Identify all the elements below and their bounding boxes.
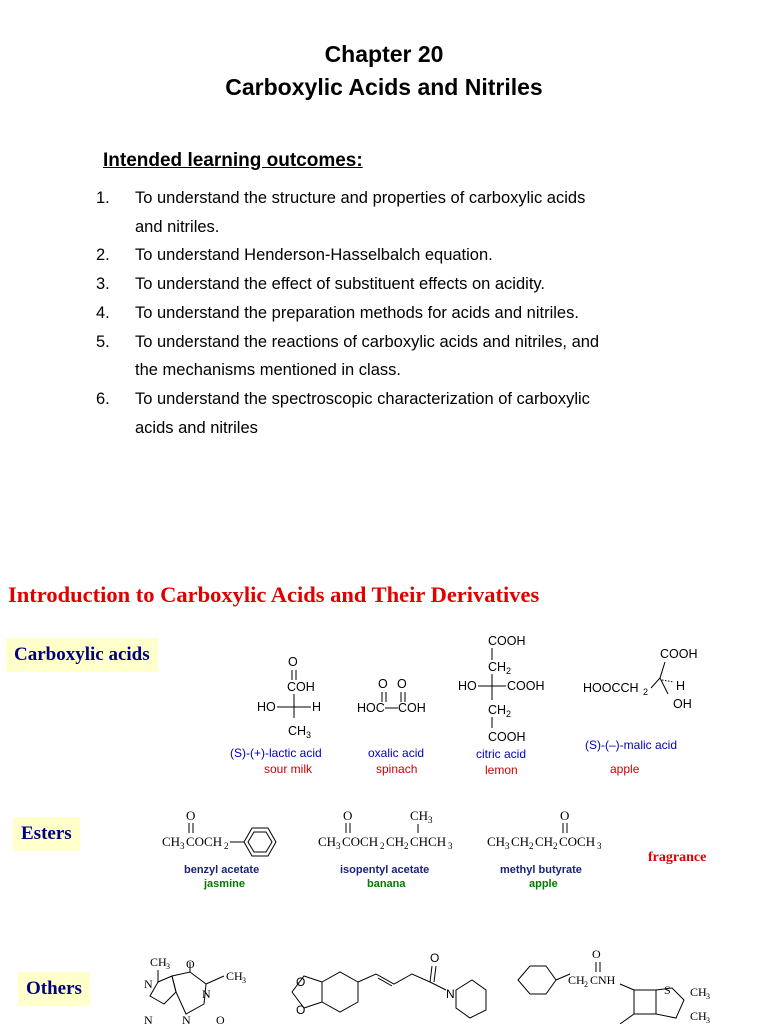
- svg-text:CH: CH: [488, 703, 507, 717]
- svg-text:2: 2: [584, 980, 588, 989]
- svg-text:CH: CH: [488, 660, 507, 674]
- acid-name: oxalic acid: [368, 746, 425, 760]
- svg-text:CH: CH: [150, 955, 167, 969]
- chapter-title: Carboxylic Acids and Nitriles: [225, 74, 543, 100]
- svg-text:2: 2: [529, 841, 534, 851]
- acid-source: sour milk: [264, 762, 313, 776]
- svg-text:O: O: [560, 808, 570, 823]
- acid-source: spinach: [376, 762, 418, 776]
- svg-text:2: 2: [404, 841, 409, 851]
- svg-text:CH: CH: [386, 834, 405, 849]
- outcome-item: 4. To understand the preparation methods for acids and nitriles.: [96, 303, 579, 322]
- svg-text:CH: CH: [487, 834, 506, 849]
- outcome-item: 3. To understand the effect of substituent effects on acidity.: [96, 275, 546, 294]
- svg-text:CH: CH: [162, 834, 181, 849]
- svg-text:3: 3: [597, 841, 602, 851]
- ester-name: benzyl acetate: [184, 864, 260, 876]
- malic-acid-structure: [583, 647, 698, 711]
- svg-text:HOC: HOC: [357, 701, 385, 715]
- svg-text:CH: CH: [288, 724, 307, 738]
- ester-source: banana: [367, 878, 406, 890]
- svg-text:2: 2: [553, 841, 558, 851]
- svg-text:2: 2: [643, 687, 649, 697]
- outcome-item-continuation: the mechanisms mentioned in class.: [135, 361, 401, 380]
- svg-text:OH: OH: [673, 697, 692, 711]
- outcomes-heading: Intended learning outcomes:: [103, 150, 363, 171]
- ester-source: apple: [529, 878, 558, 890]
- svg-text:COOH: COOH: [507, 679, 545, 693]
- isopentyl-acetate-structure: [318, 808, 453, 851]
- acid-name: (S)-(–)-malic acid: [585, 738, 678, 752]
- acid-name: (S)-(+)-lactic acid: [230, 746, 322, 760]
- ester-source: jasmine: [204, 878, 245, 890]
- svg-text:CH: CH: [410, 808, 429, 823]
- svg-text:3: 3: [166, 962, 170, 971]
- svg-text:O: O: [343, 808, 353, 823]
- acid-source: apple: [610, 762, 640, 776]
- svg-text:3: 3: [448, 841, 453, 851]
- ester-name: methyl butyrate: [500, 864, 582, 876]
- outcome-item: 2. To understand Henderson-Hasselbalch equation.: [96, 246, 493, 265]
- svg-text:3: 3: [706, 1016, 710, 1024]
- category-esters: Esters: [13, 817, 80, 851]
- chapter-number: Chapter 20: [324, 41, 444, 67]
- svg-text:COOH: COOH: [488, 634, 526, 648]
- svg-text:COH: COH: [287, 680, 315, 694]
- svg-text:COCH: COCH: [186, 834, 223, 849]
- svg-text:CH: CH: [511, 834, 530, 849]
- category-carboxylic-acids: Carboxylic acids: [6, 638, 158, 672]
- svg-text:O: O: [216, 1013, 225, 1024]
- svg-text:3: 3: [428, 815, 433, 825]
- lactic-acid-structure: [257, 655, 321, 740]
- svg-text:CH: CH: [535, 834, 554, 849]
- svg-text:O: O: [397, 677, 407, 691]
- outcomes-list: [96, 184, 736, 442]
- svg-text:COCH: COCH: [342, 834, 379, 849]
- benzyl-acetate-structure: [162, 808, 276, 856]
- svg-text:COH: COH: [398, 701, 426, 715]
- svg-text:2: 2: [506, 666, 512, 676]
- svg-text:3: 3: [180, 841, 185, 851]
- svg-text:O: O: [186, 957, 195, 971]
- svg-text:S: S: [664, 983, 671, 997]
- svg-text:2: 2: [224, 841, 229, 851]
- svg-text:CH: CH: [226, 969, 243, 983]
- svg-text:2: 2: [506, 709, 512, 719]
- svg-text:O: O: [296, 1003, 306, 1017]
- outcome-item: 1. To understand the structure and properties of carboxylic acids: [96, 189, 586, 207]
- svg-text:HOOCCH: HOOCCH: [583, 681, 639, 695]
- svg-text:2: 2: [380, 841, 385, 851]
- svg-text:O: O: [378, 677, 388, 691]
- acid-name: citric acid: [476, 747, 527, 761]
- svg-text:N: N: [182, 1013, 191, 1024]
- outcome-item-continuation: and nitriles.: [135, 217, 220, 236]
- svg-text:CHCH: CHCH: [410, 834, 447, 849]
- caffeine-structure: [144, 955, 246, 1024]
- svg-text:CH: CH: [690, 1009, 707, 1023]
- svg-text:3: 3: [242, 976, 246, 985]
- category-others: Others: [18, 972, 90, 1006]
- svg-text:O: O: [186, 808, 196, 823]
- svg-text:H: H: [312, 700, 322, 714]
- methyl-butyrate-structure: [487, 808, 602, 851]
- outcome-item: 6. To understand the spectroscopic characterization of carboxylic: [96, 389, 590, 408]
- svg-text:COOH: COOH: [660, 647, 698, 661]
- svg-text:HO: HO: [257, 700, 276, 714]
- svg-text:O: O: [430, 951, 440, 965]
- svg-text:HO: HO: [458, 679, 477, 693]
- svg-text:H: H: [676, 679, 686, 693]
- svg-text:CH: CH: [568, 973, 585, 987]
- svg-text:CH: CH: [690, 985, 707, 999]
- svg-text:3: 3: [306, 730, 312, 740]
- svg-text:N: N: [144, 977, 153, 991]
- acid-source: lemon: [485, 763, 518, 777]
- svg-text:COOH: COOH: [488, 730, 526, 744]
- svg-text:N: N: [446, 987, 455, 1001]
- ester-name: isopentyl acetate: [340, 864, 430, 876]
- svg-text:3: 3: [505, 841, 510, 851]
- oxalic-acid-structure: [357, 677, 426, 715]
- piperine-structure: [292, 951, 486, 1018]
- svg-text:O: O: [296, 975, 306, 989]
- structures-drawing: [0, 620, 768, 1024]
- svg-text:O: O: [592, 947, 601, 961]
- svg-text:O: O: [288, 655, 298, 669]
- svg-text:CH: CH: [318, 834, 337, 849]
- outcome-item: 5. To understand the reactions of carboxylic acids and nitriles, and: [96, 332, 600, 351]
- penicillin-structure: [518, 947, 710, 1024]
- svg-text:N: N: [202, 987, 211, 1001]
- citric-acid-structure: [458, 634, 545, 744]
- svg-text:3: 3: [336, 841, 341, 851]
- intro-heading: Introduction to Carboxylic Acids and Their Derivatives: [8, 582, 540, 607]
- svg-text:COCH: COCH: [559, 834, 596, 849]
- svg-text:CNH: CNH: [590, 973, 616, 987]
- outcome-item-continuation: acids and nitriles: [135, 418, 258, 437]
- svg-text:3: 3: [706, 992, 710, 1001]
- svg-text:N: N: [144, 1013, 153, 1024]
- fragrance-label: fragrance: [648, 850, 707, 865]
